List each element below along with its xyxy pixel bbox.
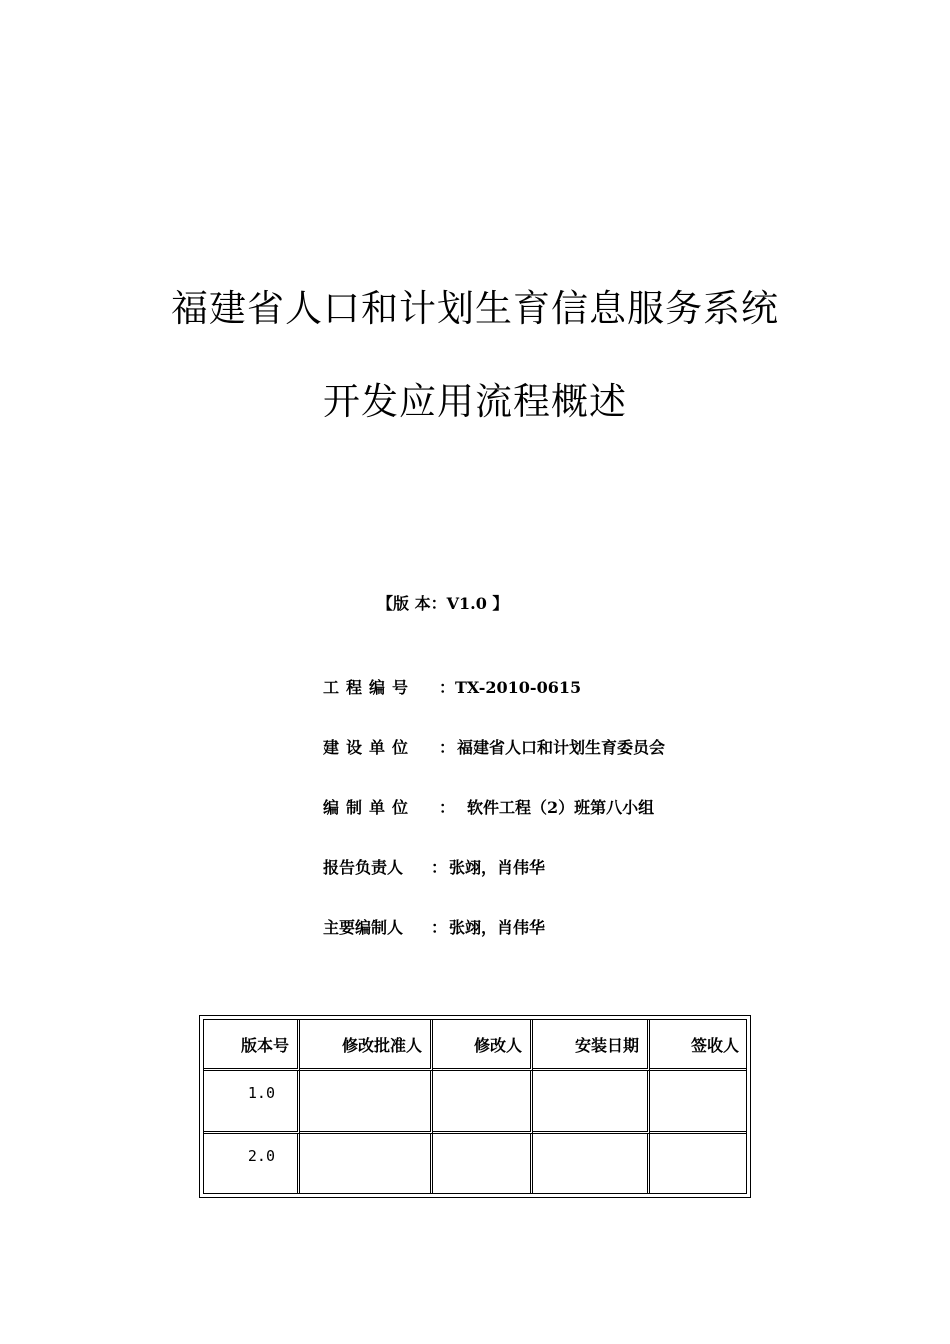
table-cell	[433, 1071, 533, 1134]
revision-table	[199, 1015, 751, 1198]
info-label: 报告负责人	[323, 858, 404, 877]
table-cell-version: 2.0	[203, 1134, 300, 1193]
table-header-install-date: 安装日期	[533, 1019, 650, 1071]
info-colon: ：	[431, 918, 448, 937]
table-header-version: 版本号	[203, 1019, 300, 1071]
info-colon: ：	[439, 678, 456, 697]
table-header-modifier: 修改人	[433, 1019, 533, 1071]
info-value: 福建省人口和计划生育委员会	[457, 738, 666, 757]
info-value: 张翊，肖伟华	[449, 858, 546, 877]
table-cell-version: 1.0	[203, 1071, 300, 1134]
info-value: TX-2010-0615	[455, 678, 582, 697]
info-colon: ：	[439, 798, 456, 817]
table-cell	[300, 1071, 433, 1134]
version-label: 【版 本：V1.0 】	[377, 594, 509, 613]
info-label: 主要编制人	[323, 918, 404, 937]
info-label: 建设单位	[323, 738, 416, 757]
table-cell	[650, 1134, 747, 1193]
document-title: 福建省人口和计划生育信息服务系统	[171, 287, 779, 330]
table-cell	[433, 1134, 533, 1193]
info-colon: ：	[439, 738, 456, 757]
table-cell	[533, 1134, 650, 1193]
info-label: 工程编号	[323, 678, 416, 697]
info-value: 软件工程（2）班第八小组	[467, 798, 655, 817]
table-header-approver: 修改批准人	[300, 1019, 433, 1071]
info-label: 编制单位	[323, 798, 416, 817]
info-value: 张翊，肖伟华	[449, 918, 546, 937]
table-cell	[533, 1071, 650, 1134]
document-subtitle: 开发应用流程概述	[323, 380, 627, 423]
table-cell	[300, 1134, 433, 1193]
table-cell	[650, 1071, 747, 1134]
table-header-receiver: 签收人	[650, 1019, 747, 1071]
info-colon: ：	[431, 858, 448, 877]
